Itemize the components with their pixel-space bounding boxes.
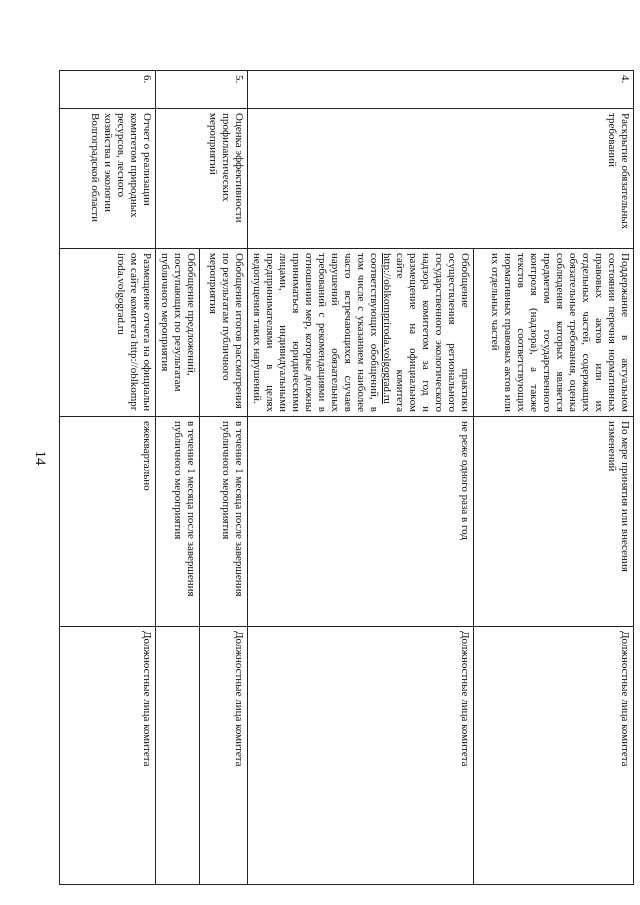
period-cell: в течение 1 месяца после завершения публичного мероприятия [200, 417, 248, 627]
row-name: Оценка эффективности профилактических мероприятий [156, 109, 248, 249]
plan-table-wrapper [68, 70, 634, 884]
plan-table-rotated [68, 70, 634, 884]
row-number: 6. [60, 71, 156, 109]
period-cell: ежеквартально [60, 417, 156, 627]
activity-cell [248, 249, 474, 417]
responsible-cell: Должностные лица комитета [474, 627, 634, 885]
activity-text-after: соответствующих обобщений, в том числе с указанием наиболее часто встречающихся случаев нарушений обязательных требований с рекомендациями в отношении мер, которые должны приниматься юридическими лицами, индивидуальными предпринимателями в целях недопущения таких нарушений. [251, 253, 380, 412]
period-cell: не реже одного раза в год [248, 417, 474, 627]
responsible-cell: Должностные лица комитета [60, 627, 156, 885]
plan-table [59, 70, 634, 885]
activity-text-before: Обобщение практики осуществления регионального государственного экологического надзора комитетом за год и размещение на официальном сайте комитета [394, 253, 471, 412]
table-row [200, 71, 248, 885]
activity-cell: Размещение отчета на официальном сайте комитета http://oblkompriroda.volgograd.ru [60, 249, 156, 417]
table-row [474, 71, 634, 885]
table-row [60, 71, 156, 885]
row-name: Отчет о реализации комитетом природных ресурсов, лесного хозяйства и экологии Волгоградской области [60, 109, 156, 249]
row-number: 5. [156, 71, 248, 109]
responsible-cell: Должностные лица комитета [248, 627, 474, 885]
row-number: 4. [248, 71, 634, 109]
site-link[interactable]: http://oblkompriroda.volgograd.ru [381, 253, 393, 404]
activity-cell: Обобщение итогов рассмотрения по результатам публичного мероприятия [200, 249, 248, 417]
responsible-cell: Должностные лица комитета [200, 627, 248, 885]
responsible-cell [156, 627, 200, 885]
activity-cell: Поддержание в актуальном состоянии перечня нормативных правовых актов или их отдельных частей, содержащих обязательные требования, оценка соблюдения которых является предметом государственного контроля (надзора), а также текстов соответствующих нормативных правовых актов или их отдельных частей [474, 249, 634, 417]
row-name: Раскрытие обязательных требований [248, 109, 634, 249]
activity-cell: Обобщение предложений, поступающих по результатам публичного мероприятия [156, 249, 200, 417]
period-cell: в течение 1 месяца после завершения публичного мероприятия [156, 417, 200, 627]
page-number: 14 [32, 450, 48, 466]
period-cell: По мере принятия или внесения изменений [474, 417, 634, 627]
